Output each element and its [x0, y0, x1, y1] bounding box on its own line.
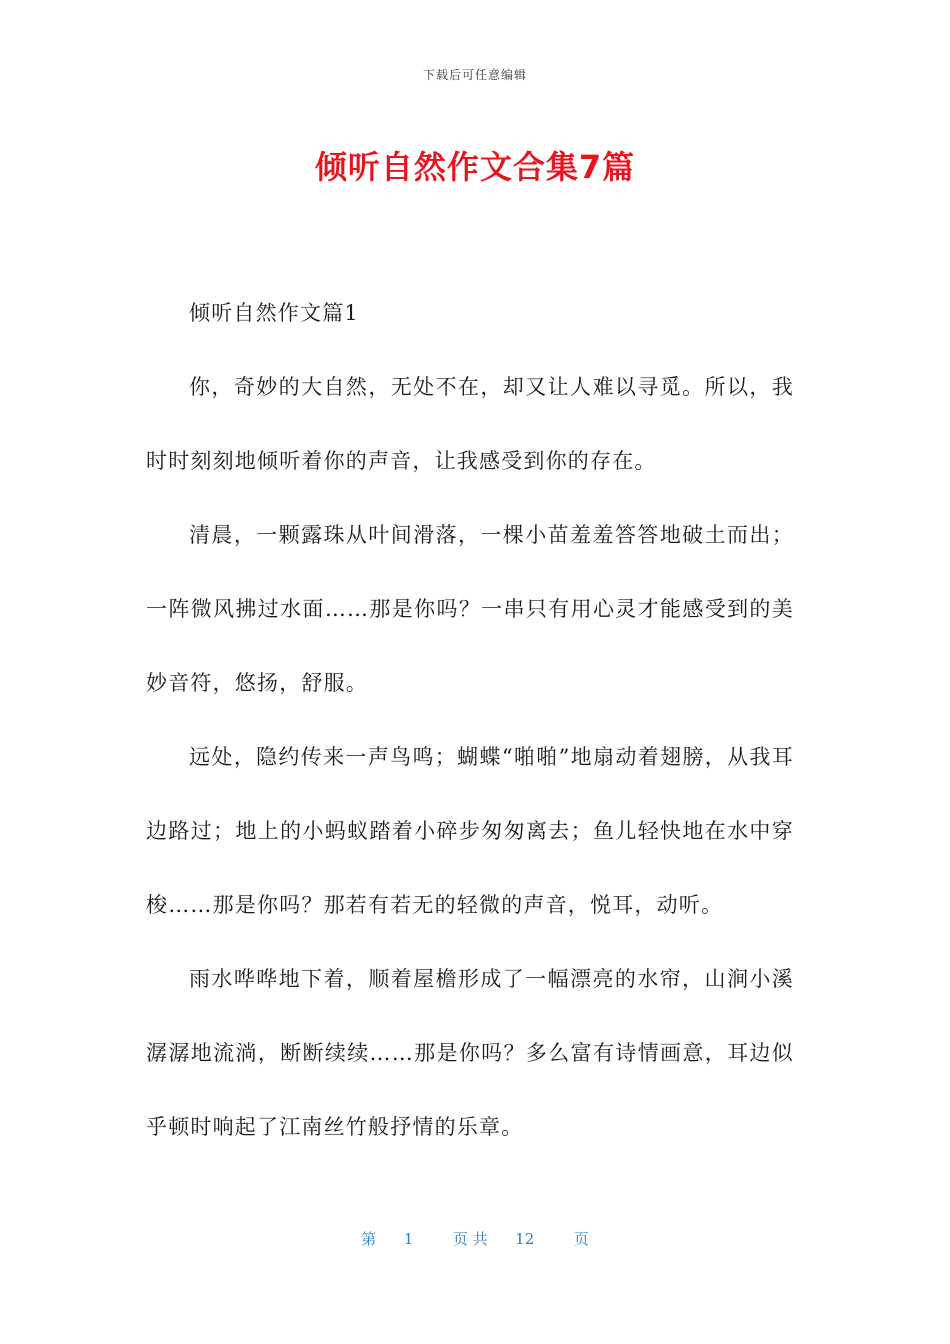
paragraph-2: 清晨，一颗露珠从叶间滑落，一棵小苗羞羞答答地破土而出；一阵微风拂过水面……那是你吗？一串只有用心灵才能感受到的美妙音符，悠扬，舒服。: [146, 523, 794, 695]
paragraph-3: 远处，隐约传来一声鸟鸣；蝴蝶“啪啪”地扇动着翅膀，从我耳边路过；地上的小蚂蚁踏着小碎步匆匆离去；鱼儿轻快地在水中穿梭……那是你吗？那若有若无的轻微的声音，悦耳，动听。: [146, 745, 794, 917]
section-heading: 倾听自然作文篇1: [189, 301, 359, 325]
document-body: [146, 276, 794, 1164]
footer-current-page: 1: [403, 1230, 414, 1248]
paragraph-4: 雨水哗哗地下着，顺着屋檐形成了一幅漂亮的水帘，山涧小溪潺潺地流淌，断断续续……那是你吗？多么富有诗情画意，耳边似乎顿时响起了江南丝竹般抒情的乐章。: [146, 967, 794, 1139]
paragraph-1: 你，奇妙的大自然，无处不在，却又让人难以寻觅。所以，我时时刻刻地倾听着你的声音，让我感受到你的存在。: [146, 375, 794, 473]
footer-total-pages: 12: [515, 1230, 535, 1248]
page-footer: [0, 1228, 950, 1249]
footer-suffix: 页: [573, 1230, 589, 1248]
header-note: 下载后可任意编辑: [422, 68, 527, 82]
document-title: 倾听自然作文合集7篇: [314, 148, 636, 186]
footer-mid: 页 共: [452, 1230, 488, 1248]
footer-prefix: 第: [361, 1230, 377, 1248]
